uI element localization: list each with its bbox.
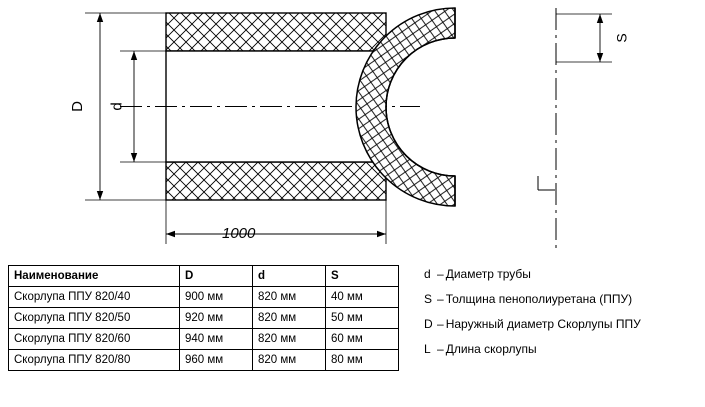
- table-cell-s: 60 мм: [326, 329, 399, 350]
- table-header-d-small: d: [253, 266, 326, 287]
- table-cell-name: Скорлупа ППУ 820/40: [9, 287, 180, 308]
- label-thickness: S: [613, 33, 630, 43]
- legend-label: Длина скорлупы: [445, 342, 537, 356]
- table-cell-name: Скорлупа ППУ 820/80: [9, 350, 180, 371]
- legend-item: [424, 293, 641, 318]
- legend-item: [424, 318, 641, 343]
- table-cell-d-small: 820 мм: [253, 308, 326, 329]
- table-row: [9, 308, 399, 329]
- table-cell-d-small: 820 мм: [253, 329, 326, 350]
- legend-dash: –: [437, 342, 444, 356]
- legend-dash: –: [437, 267, 444, 281]
- legend-symbol: S: [424, 292, 433, 306]
- legend-dash: –: [437, 317, 444, 331]
- table-cell-d: 900 мм: [180, 287, 253, 308]
- legend-label: Диаметр трубы: [445, 267, 531, 281]
- insulation-bottom-band: [166, 162, 386, 200]
- table-cell-d-small: 820 мм: [253, 350, 326, 371]
- legend-item: [424, 268, 641, 293]
- table-row: [9, 329, 399, 350]
- table-cell-s: 50 мм: [326, 308, 399, 329]
- table-cell-s: 80 мм: [326, 350, 399, 371]
- table-header-row: [9, 266, 399, 287]
- table-cell-d: 940 мм: [180, 329, 253, 350]
- legend: [424, 268, 641, 368]
- legend-item: [424, 343, 641, 368]
- insulation-top-band: [166, 13, 386, 51]
- table-cell-name: Скорлупа ППУ 820/60: [9, 329, 180, 350]
- label-length: 1000: [222, 225, 256, 242]
- label-inner-diameter: d: [108, 102, 126, 111]
- legend-dash: –: [437, 292, 444, 306]
- table-cell-d: 960 мм: [180, 350, 253, 371]
- table-header-name: Наименование: [9, 266, 180, 287]
- legend-symbol: D: [424, 317, 433, 331]
- specification-table: [8, 265, 399, 371]
- table-row: [9, 350, 399, 371]
- table-cell-s: 40 мм: [326, 287, 399, 308]
- table-header-s: S: [326, 266, 399, 287]
- cross-section-ring: [356, 8, 555, 206]
- table-cell-d: 920 мм: [180, 308, 253, 329]
- label-outer-diameter: D: [68, 101, 86, 112]
- legend-symbol: L: [424, 342, 431, 356]
- table-header-d: D: [180, 266, 253, 287]
- legend-label: Наружный диаметр Скорлупы ППУ: [445, 317, 641, 331]
- legend-label: Толщина пенополиуретана (ППУ): [445, 292, 633, 306]
- legend-symbol: d: [424, 267, 431, 281]
- table-cell-name: Скорлупа ППУ 820/50: [9, 308, 180, 329]
- table-row: [9, 287, 399, 308]
- table-cell-d-small: 820 мм: [253, 287, 326, 308]
